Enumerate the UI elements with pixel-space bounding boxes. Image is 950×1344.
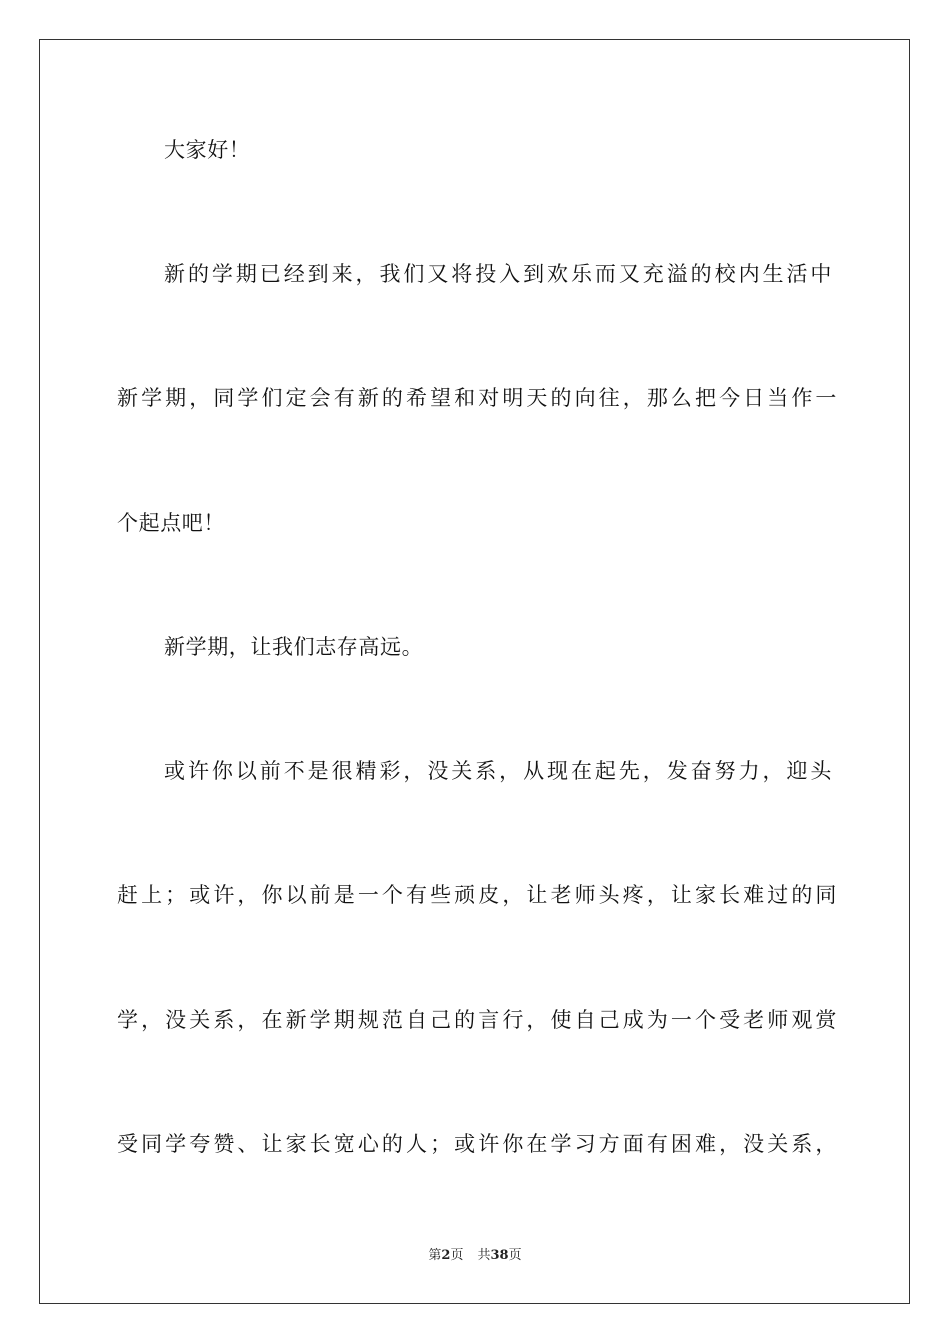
total-label-suffix: 页: [508, 1248, 522, 1263]
text-line-9: 受同学夸赞、让家长宽心的人；或许你在学习方面有困难，没关系，: [117, 1132, 837, 1156]
text-line-2: 新的学期已经到来，我们又将投入到欢乐而又充溢的校内生活中: [164, 262, 832, 286]
page-label-suffix: 页: [450, 1248, 464, 1263]
page-label-prefix: 第: [428, 1248, 442, 1263]
total-label-prefix: 共: [477, 1248, 491, 1263]
text-line-8: 学，没关系，在新学期规范自己的言行，使自己成为一个受老师观赏: [117, 1008, 837, 1032]
page-number: 2: [441, 1248, 451, 1263]
text-line-7: 赶上；或许，你以前是一个有些顽皮，让老师头疼，让家长难过的同: [117, 883, 837, 907]
total-pages: 38: [490, 1248, 509, 1263]
text-line-5: 新学期，让我们志存高远。: [164, 635, 424, 659]
text-line-3: 新学期，同学们定会有新的希望和对明天的向往，那么把今日当作一: [117, 386, 837, 410]
text-line-6: 或许你以前不是很精彩，没关系，从现在起先，发奋努力，迎头: [164, 759, 832, 783]
text-line-4: 个起点吧！: [117, 511, 225, 535]
page-footer: [0, 1247, 950, 1265]
page-border: [39, 39, 910, 1304]
text-line-1: 大家好！: [164, 138, 251, 162]
